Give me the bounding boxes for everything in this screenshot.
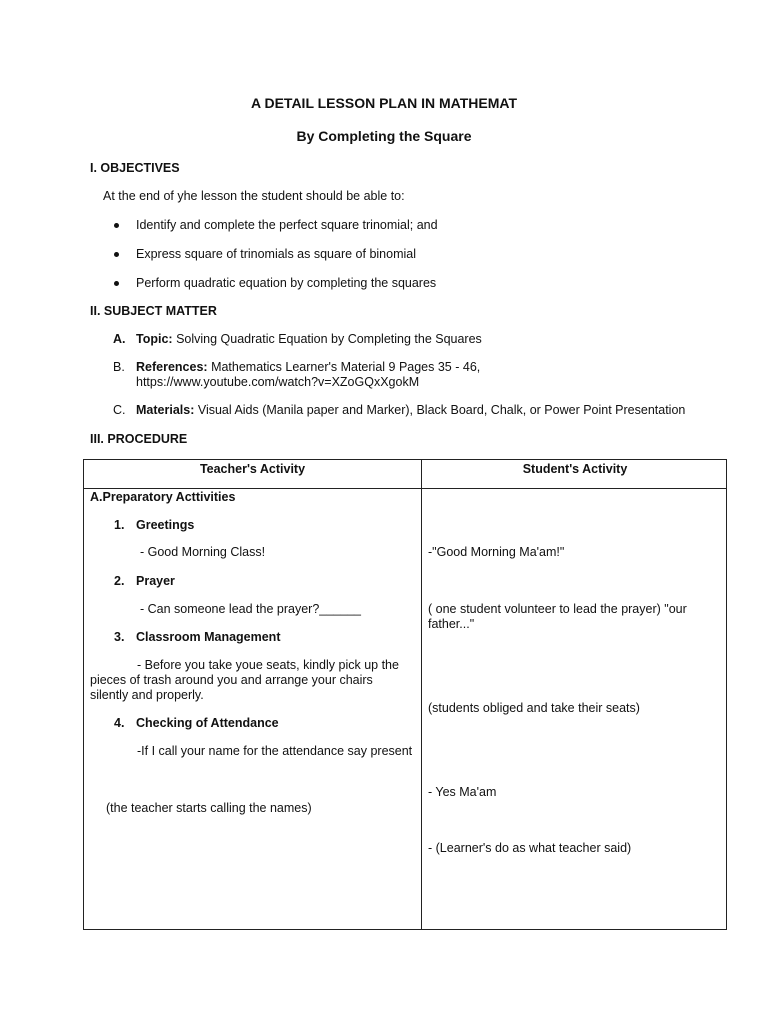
references-row <box>136 360 480 374</box>
table-divider <box>84 488 726 489</box>
procedure-heading: III. PROCEDURE <box>90 432 188 446</box>
step-name: Greetings <box>136 518 195 532</box>
student-line: - Yes Ma'am <box>428 785 497 799</box>
references-url: https://www.youtube.com/watch?v=XZoGQxXgokM <box>136 375 420 389</box>
document-subtitle: By Completing the Square <box>296 128 472 144</box>
student-line: -"Good Morning Ma'am!" <box>428 545 565 559</box>
step-number: 3. <box>114 630 125 644</box>
teacher-line: - Good Morning Class! <box>140 545 266 559</box>
procedure-table <box>83 459 727 930</box>
step-number: 1. <box>114 518 125 532</box>
teacher-column-header: Teacher's Activity <box>199 462 306 476</box>
teacher-line: (the teacher starts calling the names) <box>106 801 312 815</box>
bullet-icon <box>114 252 119 257</box>
topic-value: Solving Quadratic Equation by Completing the Squares <box>176 332 482 346</box>
objectives-intro: At the end of yhe lesson the student should be able to: <box>103 189 405 203</box>
student-line: (students obliged and take their seats) <box>428 701 640 715</box>
teacher-line: silently and properly. <box>90 688 204 702</box>
list-letter: B. <box>113 360 125 374</box>
step-name: Checking of Attendance <box>136 716 279 730</box>
materials-value: Visual Aids (Manila paper and Marker), Black Board, Chalk, or Power Point Presentation <box>197 403 686 417</box>
topic-label: Topic: <box>136 332 173 346</box>
objective-item: Perform quadratic equation by completing the squares <box>136 276 437 290</box>
step-number: 4. <box>114 716 125 730</box>
table-divider <box>421 460 422 929</box>
teacher-line: pieces of trash around you and arrange your chairs <box>90 673 373 687</box>
topic-row <box>136 332 482 346</box>
materials-row <box>136 403 685 417</box>
bullet-icon <box>114 281 119 286</box>
bullet-icon <box>114 223 119 228</box>
document-title: A DETAIL LESSON PLAN IN MATHEMAT <box>251 95 517 111</box>
teacher-line: - Before you take youe seats, kindly pick up the <box>137 658 399 672</box>
teacher-line: -If I call your name for the attendance say present <box>137 744 413 758</box>
step-name: Classroom Management <box>136 630 281 644</box>
objectives-heading: I. OBJECTIVES <box>90 161 180 175</box>
list-letter: C. <box>113 403 126 417</box>
step-number: 2. <box>114 574 125 588</box>
section-title: A.Preparatory Acttivities <box>90 490 236 504</box>
references-value: Mathematics Learner's Material 9 Pages 35 - 46, <box>211 360 481 374</box>
student-line: ( one student volunteer to lead the prayer) "our father..." <box>428 602 687 631</box>
materials-label: Materials: <box>136 403 195 417</box>
references-label: References: <box>136 360 208 374</box>
objective-item: Express square of trinomials as square of binomial <box>136 247 416 261</box>
student-line: - (Learner's do as what teacher said) <box>428 841 632 855</box>
teacher-line: - Can someone lead the prayer?______ <box>140 602 361 616</box>
student-column-header: Student's Activity <box>522 462 628 476</box>
objective-item: Identify and complete the perfect square trinomial; and <box>136 218 438 232</box>
step-name: Prayer <box>136 574 175 588</box>
list-letter: A. <box>113 332 126 346</box>
subject-matter-heading: II. SUBJECT MATTER <box>90 304 217 318</box>
